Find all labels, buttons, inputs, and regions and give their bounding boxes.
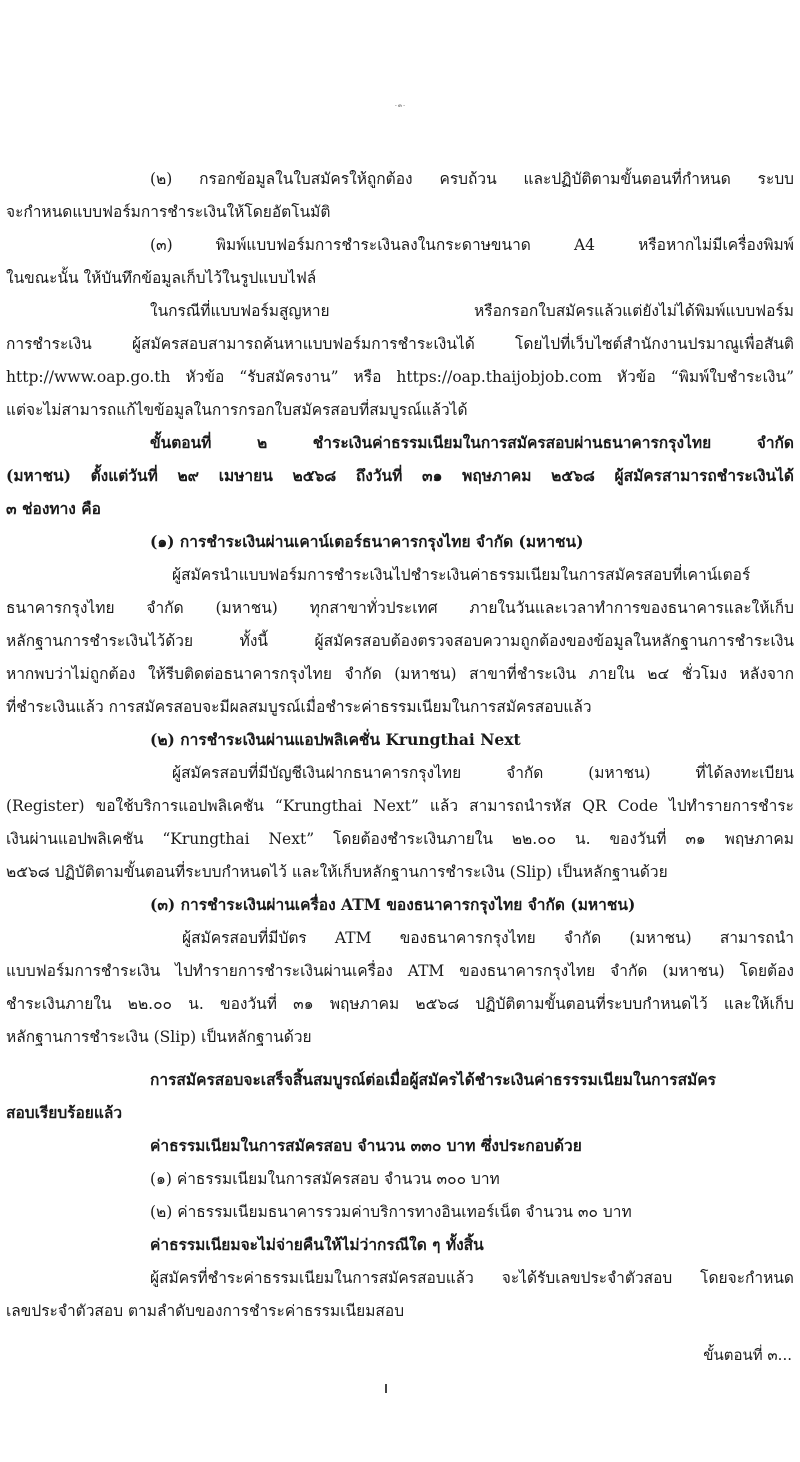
page-number: - ๓ - <box>395 103 405 109</box>
para-line: (Register) ขอใช้บริการแอปพลิเคชัน “Krungthai Next” แล้ว สามารถนำรหัส QR Code ไปทำรายการชำระ <box>6 797 794 815</box>
para-line: หลักฐานการชำระเงิน (Slip) เป็นหลักฐานด้วย <box>6 1028 312 1046</box>
step-heading: ๓ ช่องทาง คือ <box>6 499 101 518</box>
step-heading: ขั้นตอนที่ ๒ ชำระเงินค่าธรรมเนียมในการสมัครสอบผ่านธนาคารกรุงไทย จำกัด <box>150 433 794 452</box>
para-line: แต่จะไม่สามารถแก้ไขข้อมูลในการกรอกใบสมัครสอบที่สมบูรณ์แล้วได้ <box>6 401 468 419</box>
completion-note: สอบเรียบร้อยแล้ว <box>6 1103 123 1122</box>
para-line: การชำระเงิน ผู้สมัครสอบสามารถค้นหาแบบฟอร์มการชำระเงินได้ โดยไปที่เว็บไซต์สำนักงานปรมาณูเพื่อสันติ <box>6 335 794 353</box>
para-line: หากพบว่าไม่ถูกต้อง ให้รีบติดต่อธนาคารกรุงไทย จำกัด (มหาชน) สาขาที่ชำระเงิน ภายใน ๒๔ ชั่วโมง หลังจาก <box>6 665 794 683</box>
para-line: ผู้สมัครสอบที่มีบัญชีเงินฝากธนาคารกรุงไทย จำกัด (มหาชน) ที่ได้ลงทะเบียน <box>172 764 794 782</box>
para-line: ผู้สมัครสอบที่มีบัตร ATM ของธนาคารกรุงไทย จำกัด (มหาชน) สามารถนำ <box>182 929 794 947</box>
continuation-note: ขั้นตอนที่ ๓... <box>703 1346 792 1364</box>
fee-item: (๒) ค่าธรรมเนียมธนาคารรวมค่าบริการทางอินเทอร์เน็ต จำนวน ๓๐ บาท <box>150 1203 632 1221</box>
para-line: แบบฟอร์มการชำระเงิน ไปทำรายการชำระเงินผ่านเครื่อง ATM ของธนาคารกรุงไทย จำกัด (มหาชน) โดยต้อง <box>6 962 794 980</box>
para-line: ผู้สมัครที่ชำระค่าธรรมเนียมในการสมัครสอบแล้ว จะได้รับเลขประจำตัวสอบ โดยจะกำหนด <box>150 1269 794 1287</box>
fee-heading: ค่าธรรมเนียมในการสมัครสอบ จำนวน ๓๓๐ บาท ซึ่งประกอบด้วย <box>150 1136 582 1155</box>
step-heading: (มหาชน) ตั้งแต่วันที่ ๒๙ เมษายน ๒๕๖๘ ถึงวันที่ ๓๑ พฤษภาคม ๒๕๖๘ ผู้สมัครสามารถชำระเงินได้ <box>6 466 794 485</box>
scan-mark <box>385 1384 387 1393</box>
fee-item: (๑) ค่าธรรมเนียมในการสมัครสอบ จำนวน ๓๐๐ บาท <box>150 1170 500 1188</box>
para-line: หลักฐานการชำระเงินไว้ด้วย ทั้งนี้ ผู้สมัครสอบต้องตรวจสอบความถูกต้องของข้อมูลในหลักฐานการชำระเงิน <box>6 632 794 650</box>
para-line: ๒๕๖๘ ปฏิบัติตามขั้นตอนที่ระบบกำหนดไว้ และให้เก็บหลักฐานการชำระเงิน (Slip) เป็นหลักฐานด้วย <box>6 863 668 881</box>
para-line: ธนาคารกรุงไทย จำกัด (มหาชน) ทุกสาขาทั่วประเทศ ภายในวันและเวลาทำการของธนาคารและให้เก็บ <box>6 599 794 617</box>
option-heading: (๑) การชำระเงินผ่านเคาน์เตอร์ธนาคารกรุงไทย จำกัด (มหาชน) <box>150 532 584 551</box>
para-line: เงินผ่านแอปพลิเคชัน “Krungthai Next” โดยต้องชำระเงินภายใน ๒๒.๐๐ น. ของวันที่ ๓๑ พฤษภาคม <box>6 830 794 848</box>
para-line: ในกรณีที่แบบฟอร์มสูญหาย หรือกรอกใบสมัครแล้วแต่ยังไม่ได้พิมพ์แบบฟอร์ม <box>150 302 794 320</box>
para-line: จะกำหนดแบบฟอร์มการชำระเงินให้โดยอัตโนมัติ <box>6 203 331 221</box>
para-line: เลขประจำตัวสอบ ตามลำดับของการชำระค่าธรรมเนียมสอบ <box>6 1302 405 1320</box>
para-line: ในขณะนั้น ให้บันทึกข้อมูลเก็บไว้ในรูปแบบไฟล์ <box>6 269 317 287</box>
para-line: (๓) พิมพ์แบบฟอร์มการชำระเงินลงในกระดาษขนาด A4 หรือหากไม่มีเครื่องพิมพ์ <box>150 236 794 254</box>
completion-note: การสมัครสอบจะเสร็จสิ้นสมบูรณ์ต่อเมื่อผู้สมัครได้ชำระเงินค่าธรรรมเนียมในการสมัคร <box>150 1070 716 1089</box>
para-line: ชำระเงินภายใน ๒๒.๐๐ น. ของวันที่ ๓๑ พฤษภาคม ๒๕๖๘ ปฏิบัติตามขั้นตอนที่ระบบกำหนดไว้ และให้เก็บ <box>6 995 794 1013</box>
option-heading: (๒) การชำระเงินผ่านแอปพลิเคชั่น Krungthai Next <box>150 730 521 749</box>
para-line: ผู้สมัครนำแบบฟอร์มการชำระเงินไปชำระเงินค่าธรรมเนียมในการสมัครสอบที่เคาน์เตอร์ <box>172 566 751 584</box>
para-line: (๒) กรอกข้อมูลในใบสมัครให้ถูกต้อง ครบถ้วน และปฏิบัติตามขั้นตอนที่กำหนด ระบบ <box>150 170 794 188</box>
no-refund-note: ค่าธรรมเนียมจะไม่จ่ายคืนให้ไม่ว่ากรณีใด ๆ ทั้งสิ้น <box>150 1235 484 1254</box>
option-heading: (๓) การชำระเงินผ่านเครื่อง ATM ของธนาคารกรุงไทย จำกัด (มหาชน) <box>150 895 636 914</box>
para-line: ที่ชำระเงินแล้ว การสมัครสอบจะมีผลสมบูรณ์เมื่อชำระค่าธรรมเนียมในการสมัครสอบแล้ว <box>6 698 592 716</box>
para-line: http://www.oap.go.th หัวข้อ “รับสมัครงาน” หรือ https://oap.thaijobjob.com หัวข้อ “พิมพ์ใบชำระเงิน” <box>6 368 794 386</box>
